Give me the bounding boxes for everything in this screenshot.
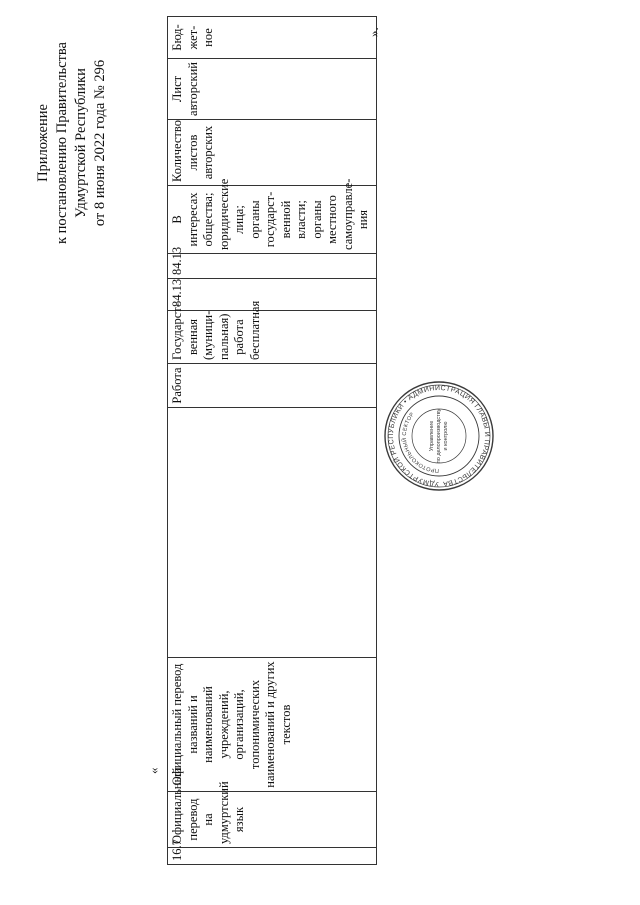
stamp-center-line-2: по делопроизводству	[436, 408, 442, 464]
stamp-inner-text: ПРОТОКОЛЬНЫЙ СЕКТОР	[401, 411, 440, 474]
cell-number: 16.7	[168, 848, 377, 865]
cell-code-1: 84.13	[168, 279, 377, 311]
header-line-3: Удмуртской Республики	[73, 68, 89, 218]
cell-unit: Лист авторский	[168, 59, 377, 120]
header-line-1: Приложение	[35, 104, 51, 182]
services-table	[167, 16, 377, 865]
stamp-outer-text: УДМУРТСКОЙ РЕСПУБЛИКИ • АДМИНИСТРАЦИЯ ГЛАВЫ И ПРАВИТЕЛЬСТВА	[387, 384, 491, 488]
official-seal-stamp	[383, 380, 495, 492]
cell-service-name: Официальный перевод на удмуртский язык	[168, 792, 377, 848]
cell-code-2: 84.13	[168, 254, 377, 279]
document-header	[34, 33, 110, 253]
cell-content: Официальный перевод названий и наименований учреждений, организаций, топонимических наименований и других текстов	[168, 658, 377, 792]
table-row	[168, 17, 377, 865]
stamp-center-line-3: и контролю	[443, 421, 449, 451]
closing-quote: ».	[366, 27, 381, 37]
cell-funding: Бюд-жет-ное	[168, 17, 377, 59]
cell-indicator: Количество листов авторских	[168, 120, 377, 186]
header-line-2: к постановлению Правительства	[54, 42, 70, 244]
opening-quote: «	[146, 767, 161, 774]
cell-basis: Государст-венная (муници-пальная) работа бесплатная	[168, 311, 377, 364]
stamp-center-line-1: Управление	[429, 420, 435, 452]
cell-type: Работа	[168, 364, 377, 408]
cell-consumers: В интересах общества; юридические лица; органы государст-венной власти; органы местного самоуправле-ния	[168, 186, 377, 254]
header-line-4: от 8 июня 2022 года № 296	[92, 59, 108, 227]
cell-empty	[168, 408, 377, 658]
